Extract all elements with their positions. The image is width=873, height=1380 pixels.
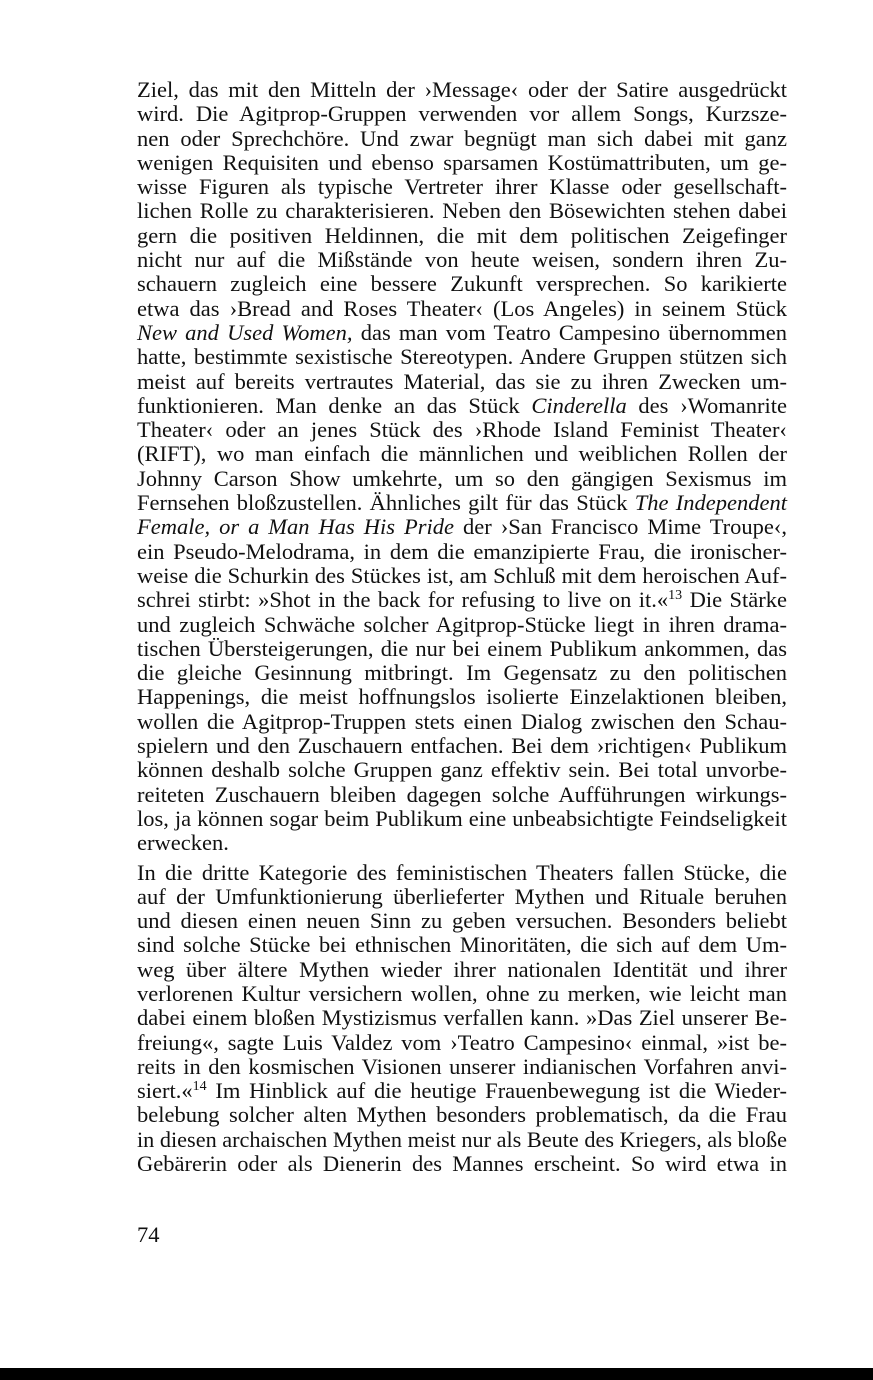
text-line	[137, 588, 787, 612]
text-line: etwa das ›Bread and Roses Theater‹ (Los Angeles) in seinem Stück	[137, 295, 787, 321]
text-line	[137, 394, 787, 418]
text-segment: siert.«	[137, 1078, 193, 1104]
text-line: gern die positiven Heldinnen, die mit dem politischen Zeigefinger	[137, 222, 787, 248]
text-line: können deshalb solche Gruppen ganz effektiv sein. Bei total unvorbe-	[137, 757, 787, 783]
text-line: Ziel, das mit den Mitteln der ›Message‹ oder der Satire ausgedrückt	[137, 77, 787, 102]
page-body	[137, 78, 787, 1176]
text-line: wenigen Requisiten und ebenso sparsamen Kostümattributen, um ge-	[137, 149, 787, 175]
work-title: Cinderella	[531, 392, 627, 418]
text-line: wisse Figuren als typische Vertreter ihrer Klasse oder gesellschaft-	[137, 174, 787, 200]
text-line	[137, 321, 787, 345]
text-line: erwecken.	[137, 830, 229, 856]
footnote-marker: 13	[668, 588, 683, 604]
text-line: belebung solcher alten Mythen besonders problematisch, da die Frau	[137, 1102, 787, 1128]
text-line: ein Pseudo-Melodrama, in dem die emanzipierte Frau, die ironischer-	[137, 538, 787, 564]
text-line: und diesen einen neuen Sinn zu geben versuchen. Besonders beliebt	[137, 908, 787, 934]
text-line	[137, 515, 787, 539]
work-title: The Independent	[634, 490, 787, 516]
text-line: Happenings, die meist hoffnungslos isolierte Einzelaktionen bleiben,	[137, 684, 787, 710]
text-line: meist auf bereits vertrautes Material, das sie zu ihren Zwecken um-	[137, 368, 787, 394]
text-line: Johnny Carson Show umkehrte, um so den gängigen Sexismus im	[137, 465, 787, 491]
work-title: Female, or a Man Has His Pride	[137, 514, 454, 540]
text-line: (RIFT), wo man einfach die männlichen und weiblichen Rollen der	[137, 441, 787, 467]
text-segment: funktionieren. Man denke an das Stück	[137, 392, 532, 418]
text-line: weg über ältere Mythen wieder ihrer nationalen Identität und ihrer	[137, 956, 787, 982]
page-number: 74	[137, 1222, 160, 1247]
text-line	[137, 491, 787, 515]
text-line: In die dritte Kategorie des feministischen Theaters fallen Stücke, die	[137, 859, 787, 885]
text-segment: Im Hinblick auf die heutige Frauenbewegung ist die Wieder-	[206, 1078, 787, 1104]
text-line: wird. Die Agitprop-Gruppen verwenden vor allem Songs, Kurzsze-	[137, 101, 787, 127]
text-segment: der ›San Francisco Mime Troupe‹,	[454, 514, 787, 540]
text-line: nicht nur auf die Mißstände von heute weisen, sondern ihren Zu-	[137, 247, 787, 273]
paragraph	[137, 78, 787, 856]
footnote-marker: 14	[192, 1079, 207, 1095]
text-line: und zugleich Schwäche solcher Agitprop-Stücke liegt in ihren drama-	[137, 611, 787, 637]
text-segment: schrei stirbt: »Shot in the back for refusing to live on it.«	[137, 587, 669, 613]
text-segment: Die Stärke	[682, 587, 787, 613]
text-line: die gleiche Gesinnung mitbringt. Im Gegensatz zu den politischen	[137, 660, 787, 686]
text-line: Gebärerin oder als Dienerin des Mannes erscheint. So wird etwa in	[137, 1151, 787, 1177]
work-title: New and Used Women,	[137, 319, 353, 345]
paragraph	[137, 861, 787, 1177]
text-line: spielern und den Zuschauern entfachen. Bei dem ›richtigen‹ Publikum	[137, 733, 787, 759]
text-line: sind solche Stücke bei ethnischen Minoritäten, die sich auf dem Um-	[137, 932, 787, 958]
text-line: reiteten Zuschauern bleiben dagegen solche Aufführungen wirkungs-	[137, 781, 787, 807]
text-line: freiung«, sagte Luis Valdez vom ›Teatro Campesino‹ einmal, »ist be-	[137, 1029, 787, 1055]
text-line: lichen Rolle zu charakterisieren. Neben den Bösewichten stehen dabei	[137, 198, 787, 224]
text-line: in diesen archaischen Mythen meist nur als Beute des Kriegers, als bloße	[137, 1126, 788, 1152]
text-line: hatte, bestimmte sexistische Stereotypen. Andere Gruppen stützen sich	[137, 344, 787, 370]
text-line: schauern zugleich eine bessere Zukunft versprechen. So karikierte	[137, 271, 787, 297]
text-line: verlorenen Kultur versichern wollen, ohne zu merken, wie leicht man	[137, 980, 787, 1006]
text-line: reits in den kosmischen Visionen unserer indianischen Vorfahren anvi-	[137, 1053, 787, 1079]
text-segment: das man vom Teatro Campesino übernommen	[352, 319, 787, 345]
text-line: dabei einem bloßen Mystizismus verfallen kann. »Das Ziel unserer Be-	[137, 1005, 787, 1031]
text-line: tischen Übersteigerungen, die nur bei einem Publikum ankommen, das	[137, 635, 787, 661]
text-line: wollen die Agitprop-Truppen stets einen Dialog zwischen den Schau-	[137, 708, 787, 734]
scan-edge	[0, 1368, 873, 1380]
text-segment: Fernsehen bloßzustellen. Ähnliches gilt für das Stück	[137, 490, 635, 516]
text-line: los, ja können sogar beim Publikum eine unbeabsichtigte Feindseligkeit	[137, 805, 787, 831]
text-line: Theater‹ oder an jenes Stück des ›Rhode Island Feminist Theater‹	[137, 417, 787, 443]
text-segment: des ›Womanrite	[626, 392, 787, 418]
text-line: nen oder Sprechchöre. Und zwar begnügt man sich dabei mit ganz	[137, 125, 787, 151]
text-line: weise die Schurkin des Stückes ist, am Schluß mit dem heroischen Auf-	[137, 562, 787, 588]
text-line	[137, 1079, 787, 1103]
text-line: auf der Umfunktionierung überlieferter Mythen und Rituale beruhen	[137, 883, 787, 909]
